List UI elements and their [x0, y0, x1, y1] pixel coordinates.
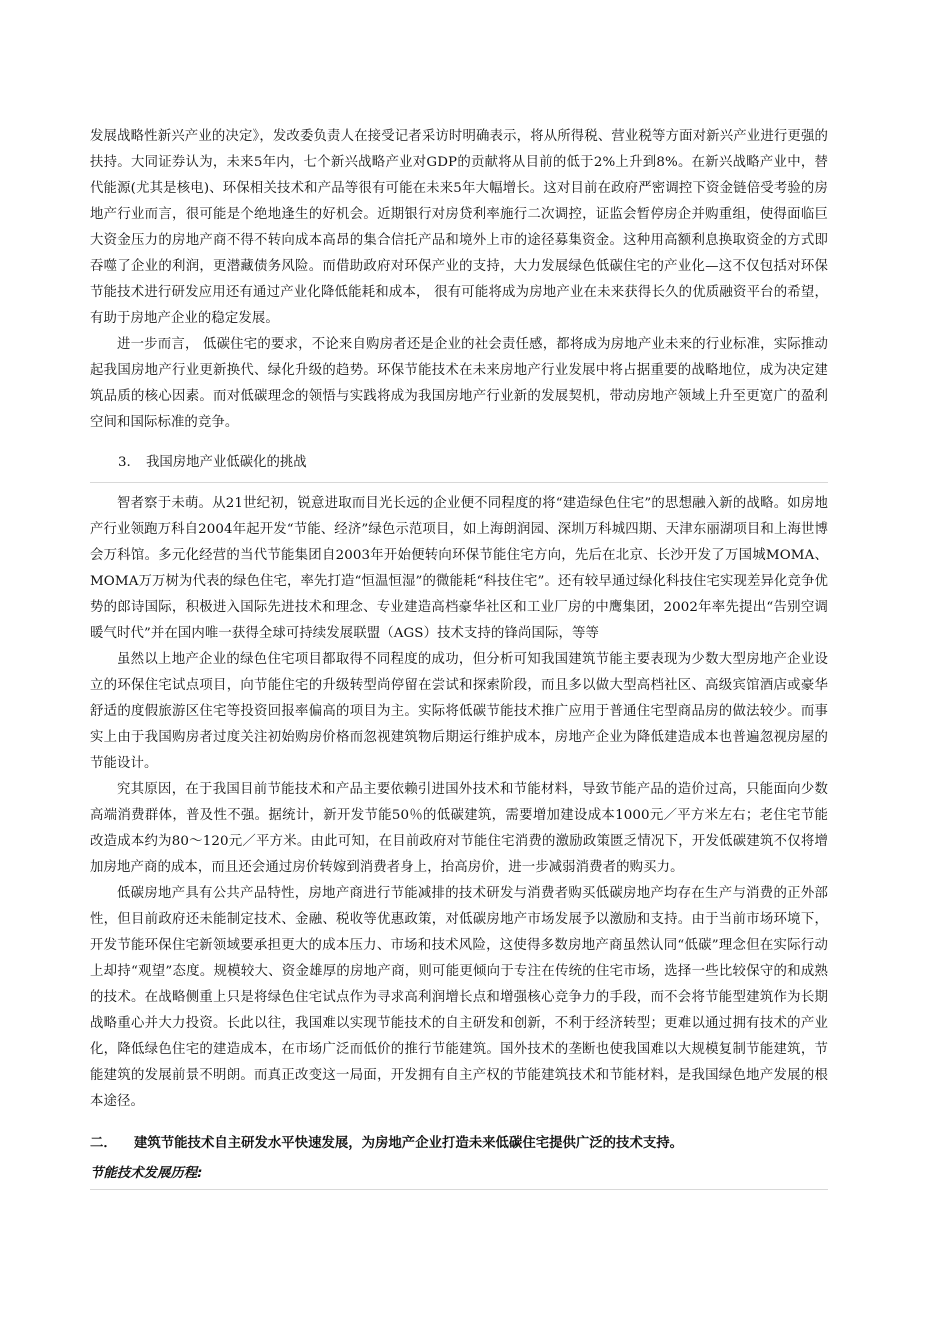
- paragraph: 究其原因，在于我国目前节能技术和产品主要依赖引进国外技术和节能材料，导致节能产品的造价过高，只能面向少数高端消费群体，普及性不强。据统计，新开发节能50％的低碳建筑，需要增加建设成本1000元／平方米左右；老住宅节能改造成本约为80～120元／平方米。由此可知，在目前政府对节能住宅消费的激励政策匮乏情况下，开发低碳建筑不仅将增加房地产商的成本，而且还会通过房价转嫁到消费者身上，抬高房价，进一步减弱消费者的购买力。: [90, 782, 828, 875]
- chapter-heading: [90, 1131, 828, 1157]
- paragraph: 低碳房地产具有公共产品特性，房地产商进行节能减排的技术研发与消费者购买低碳房地产均存在生产与消费的正外部性，但目前政府还未能制定技术、金融、税收等优惠政策，对低碳房地产市场发展予以激励和支持。由于当前市场环境下，开发节能环保住宅新领域要承担更大的成本压力、市场和技术风险，这使得多数房地产商虽然认同“低碳”理念但在实际行动上却持“观望”态度。规模较大、资金雄厚的房地产商，则可能更倾向于专注在传统的住宅市场，选择一些比较保守的和成熟的技术。在战略侧重上只是将绿色住宅试点作为寻求高利润增长点和增强核心竞争力的手段，而不会将节能型建筑作为长期战略重心并大力投资。长此以往，我国难以实现节能技术的自主研发和创新，不利于经济转型；更难以通过拥有技术的产业化，降低绿色住宅的建造成本，在市场广泛而低价的推行节能建筑。国外技术的垄断也使我国难以大规模复制节能建筑，节能建筑的发展前景不明朗。而真正改变这一局面，开发拥有自主产权的节能建筑技术和节能材料，是我国绿色地产发展的根本途径。: [90, 886, 828, 1109]
- paragraph: 进一步而言， 低碳住宅的要求，不论来自购房者还是企业的社会责任感，都将成为房地产业未来的行业标准，实际推动起我国房地产行业更新换代、绿化升级的趋势。环保节能技术在未来房地产行业发展中将占据重要的战略地位，成为决定建筑品质的核心因素。而对低碳理念的领悟与实践将成为我国房地产行业新的发展契机，带动房地产领域上升至更宽广的盈利空间和国际标准的竞争。: [90, 337, 828, 430]
- section-number: 3.: [118, 455, 131, 470]
- document-page: [90, 124, 828, 1190]
- paragraph: 虽然以上地产企业的绿色住宅项目都取得不同程度的成功，但分析可知我国建筑节能主要表现为少数大型房地产企业设立的环保住宅试点项目，向节能住宅的升级转型尚停留在尝试和探索阶段，而且多以做大型高档社区、高级宾馆酒店或豪华舒适的度假旅游区住宅等投资回报率偏高的项目为主。实际将低碳节能技术推广应用于普通住宅型商品房的做法较少。而事实上由于我国购房者过度关注初始购房价格而忽视建筑物后期运行维护成本，房地产企业为降低建造成本也普遍忽视房屋的节能设计。: [90, 652, 828, 771]
- section-heading: [90, 450, 828, 483]
- chapter-title: 建筑节能技术自主研发水平快速发展，为房地产企业打造未来低碳住宅提供广泛的技术支持。: [134, 1136, 684, 1151]
- section-title: 我国房地产业低碳化的挑战: [146, 455, 307, 470]
- paragraph: 智者察于未萌。从21世纪初，锐意进取而目光长远的企业便不同程度的将“建造绿色住宅”的思想融入新的战略。如房地产行业领跑万科自2004年起开发“节能、经济”绿色示范项目，如上海朗润园、深圳万科城四期、天津东丽湖项目和上海世博会万科馆。多元化经营的当代节能集团自2003年开始便转向环保节能住宅方向，先后在北京、长沙开发了万国城MOMA、MOMA万万树为代表的绿色住宅，率先打造“恒温恒湿”的微能耗“科技住宅”。还有较早通过绿化科技住宅实现差异化竞争优势的郎诗国际，积极进入国际先进技术和理念、专业建造高档豪华社区和工业厂房的中鹰集团，2002年率先提出“告别空调暖气时代”并在国内唯一获得全球可持续发展联盟（AGS）技术支持的锋尚国际，等等: [90, 496, 828, 641]
- paragraph: 发展战略性新兴产业的决定》，发改委负责人在接受记者采访时明确表示，将从所得税、营业税等方面对新兴产业进行更强的扶持。大同证券认为，未来5年内，七个新兴战略产业对GDP的贡献将从目前的低于2%上升到8%。在新兴战略产业中，替代能源(尤其是核电)、环保相关技术和产品等很有可能在未来5年大幅增长。这对目前在政府严密调控下资金链倍受考验的房地产行业而言，很可能是个绝地逢生的好机会。近期银行对房贷利率施行二次调控，证监会暂停房企并购重组，使得面临巨大资金压力的房地产商不得不转向成本高昂的集合信托产品和境外上市的途径募集资金。这种用高额利息换取资金的方式即吞噬了企业的利润，更潜藏债务风险。而借助政府对环保产业的支持，大力发展绿色低碳住宅的产业化—这不仅包括对环保节能技术进行研发应用还有通过产业化降低能耗和成本， 很有可能将成为房地产业在未来获得长久的优质融资平台的希望，有助于房地产企业的稳定发展。: [90, 129, 828, 326]
- subheading: 节能技术发展历程:: [90, 1161, 828, 1190]
- chapter-number: 二．: [90, 1136, 117, 1151]
